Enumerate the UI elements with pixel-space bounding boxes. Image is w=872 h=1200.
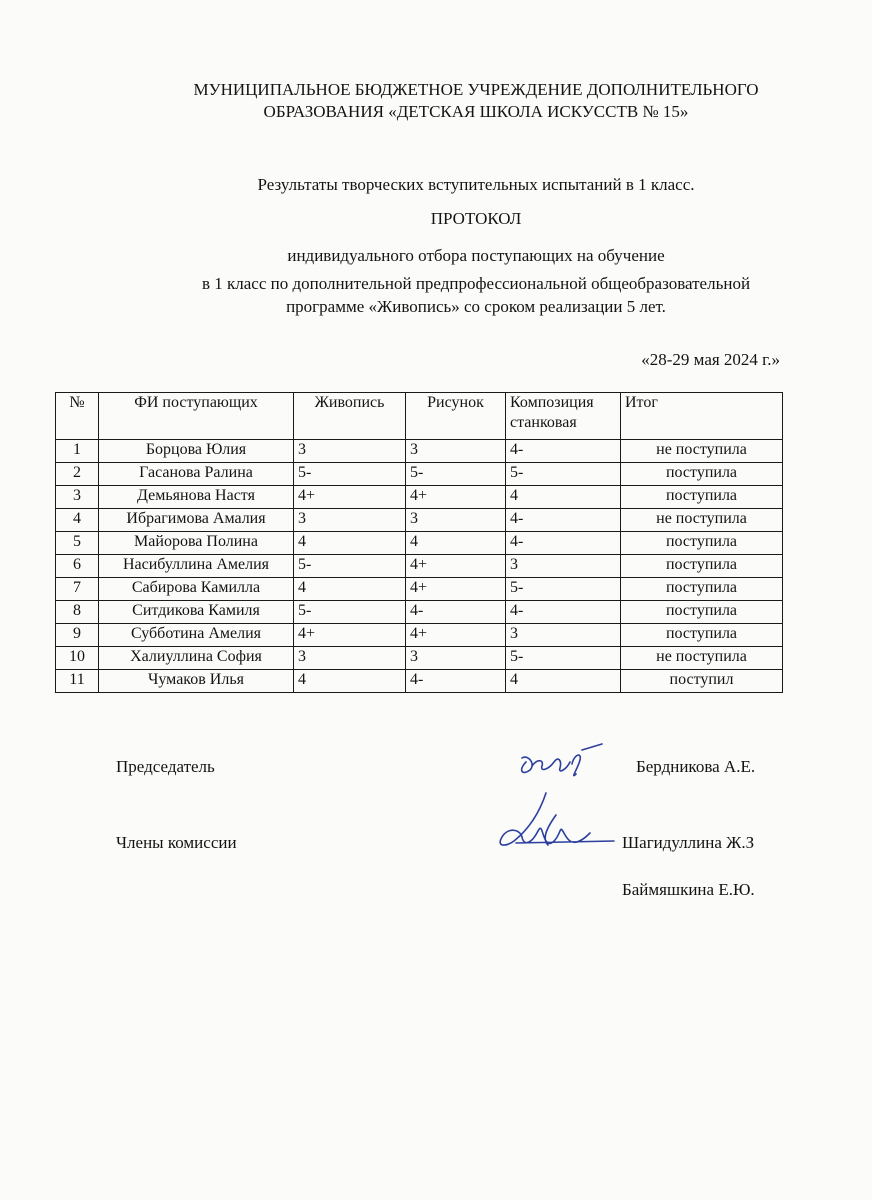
admission-result: поступила (621, 463, 783, 486)
row-number: 4 (56, 509, 99, 532)
column-header-painting: Живопись (294, 393, 406, 440)
applicant-name: Ситдикова Камиля (99, 601, 294, 624)
painting-grade: 4+ (294, 486, 406, 509)
protocol-subtitle-line-3: программе «Живопись» со сроком реализации 5 лет. (286, 297, 666, 316)
applicant-name: Халиуллина София (99, 647, 294, 670)
composition-grade: 5- (506, 647, 621, 670)
table-row (56, 647, 783, 670)
institution-name-line-1: МУНИЦИПАЛЬНОЕ БЮДЖЕТНОЕ УЧРЕЖДЕНИЕ ДОПОЛНИТЕЛЬНОГО (193, 80, 759, 99)
row-number: 5 (56, 532, 99, 555)
drawing-grade: 4- (406, 670, 506, 693)
chair-signature-image (512, 740, 602, 780)
results-table-body (56, 440, 783, 693)
row-number: 2 (56, 463, 99, 486)
applicant-name: Субботина Амелия (99, 624, 294, 647)
composition-grade: 4 (506, 486, 621, 509)
applicant-name: Ибрагимова Амалия (99, 509, 294, 532)
members-label: Члены комиссии (116, 833, 237, 852)
applicant-name: Сабирова Камилла (99, 578, 294, 601)
admission-result: поступил (621, 670, 783, 693)
drawing-grade: 4+ (406, 578, 506, 601)
institution-name-line-2: ОБРАЗОВАНИЯ «ДЕТСКАЯ ШКОЛА ИСКУССТВ № 15» (263, 102, 689, 121)
row-number: 3 (56, 486, 99, 509)
table-row (56, 670, 783, 693)
drawing-grade: 4+ (406, 486, 506, 509)
table-row (56, 463, 783, 486)
applicant-name: Демьянова Настя (99, 486, 294, 509)
composition-grade: 4 (506, 670, 621, 693)
protocol-date: «28-29 мая 2024 г.» (641, 350, 780, 369)
drawing-grade: 3 (406, 440, 506, 463)
drawing-grade: 4+ (406, 555, 506, 578)
row-number: 9 (56, 624, 99, 647)
drawing-grade: 3 (406, 509, 506, 532)
painting-grade: 3 (294, 509, 406, 532)
applicant-name: Майорова Полина (99, 532, 294, 555)
protocol-subtitle-line-2: в 1 класс по дополнительной предпрофессиональной общеобразовательной (201, 274, 751, 293)
admission-result: не поступила (621, 647, 783, 670)
painting-grade: 4 (294, 532, 406, 555)
painting-grade: 5- (294, 463, 406, 486)
painting-grade: 3 (294, 647, 406, 670)
painting-grade: 5- (294, 555, 406, 578)
composition-grade: 4- (506, 440, 621, 463)
column-header-composition: Композиция станковая (506, 393, 621, 440)
column-header-result: Итог (621, 393, 783, 440)
admission-result: не поступила (621, 440, 783, 463)
column-header-drawing: Рисунок (406, 393, 506, 440)
results-title: Результаты творческих вступительных испытаний в 1 класс. (257, 175, 695, 194)
row-number: 8 (56, 601, 99, 624)
column-header-number: № (56, 393, 99, 440)
drawing-grade: 4+ (406, 624, 506, 647)
results-table (55, 392, 783, 693)
admission-result: поступила (621, 624, 783, 647)
row-number: 10 (56, 647, 99, 670)
applicant-name: Чумаков Илья (99, 670, 294, 693)
protocol-subtitle-line-1: индивидуального отбора поступающих на обучение (287, 246, 665, 265)
member-1-name: Шагидуллина Ж.З (622, 833, 755, 852)
applicant-name: Гасанова Ралина (99, 463, 294, 486)
composition-grade: 5- (506, 463, 621, 486)
table-row (56, 509, 783, 532)
table-header-row (56, 393, 783, 440)
table-row (56, 555, 783, 578)
admission-result: поступила (621, 555, 783, 578)
table-row (56, 578, 783, 601)
painting-grade: 4+ (294, 624, 406, 647)
admission-result: поступила (621, 532, 783, 555)
chair-label: Председатель (116, 757, 215, 776)
member-2-name: Баймяшкина Е.Ю. (622, 880, 755, 899)
table-row (56, 440, 783, 463)
admission-result: поступила (621, 578, 783, 601)
composition-grade: 3 (506, 555, 621, 578)
table-row (56, 624, 783, 647)
drawing-grade: 4- (406, 601, 506, 624)
table-row (56, 532, 783, 555)
drawing-grade: 4 (406, 532, 506, 555)
composition-grade: 4- (506, 532, 621, 555)
composition-grade: 4- (506, 509, 621, 532)
applicant-name: Насибуллина Амелия (99, 555, 294, 578)
admission-result: поступила (621, 486, 783, 509)
table-row (56, 486, 783, 509)
protocol-title: ПРОТОКОЛ (430, 209, 522, 228)
row-number: 11 (56, 670, 99, 693)
table-row (56, 601, 783, 624)
painting-grade: 3 (294, 440, 406, 463)
drawing-grade: 3 (406, 647, 506, 670)
applicant-name: Борцова Юлия (99, 440, 294, 463)
admission-result: поступила (621, 601, 783, 624)
composition-grade: 5- (506, 578, 621, 601)
painting-grade: 4 (294, 670, 406, 693)
row-number: 6 (56, 555, 99, 578)
drawing-grade: 5- (406, 463, 506, 486)
row-number: 7 (56, 578, 99, 601)
composition-grade: 3 (506, 624, 621, 647)
member-1-signature-image (486, 785, 616, 865)
row-number: 1 (56, 440, 99, 463)
admission-result: не поступила (621, 509, 783, 532)
painting-grade: 5- (294, 601, 406, 624)
composition-grade: 4- (506, 601, 621, 624)
painting-grade: 4 (294, 578, 406, 601)
column-header-name: ФИ поступающих (99, 393, 294, 440)
chair-name: Бердникова А.Е. (636, 757, 756, 776)
